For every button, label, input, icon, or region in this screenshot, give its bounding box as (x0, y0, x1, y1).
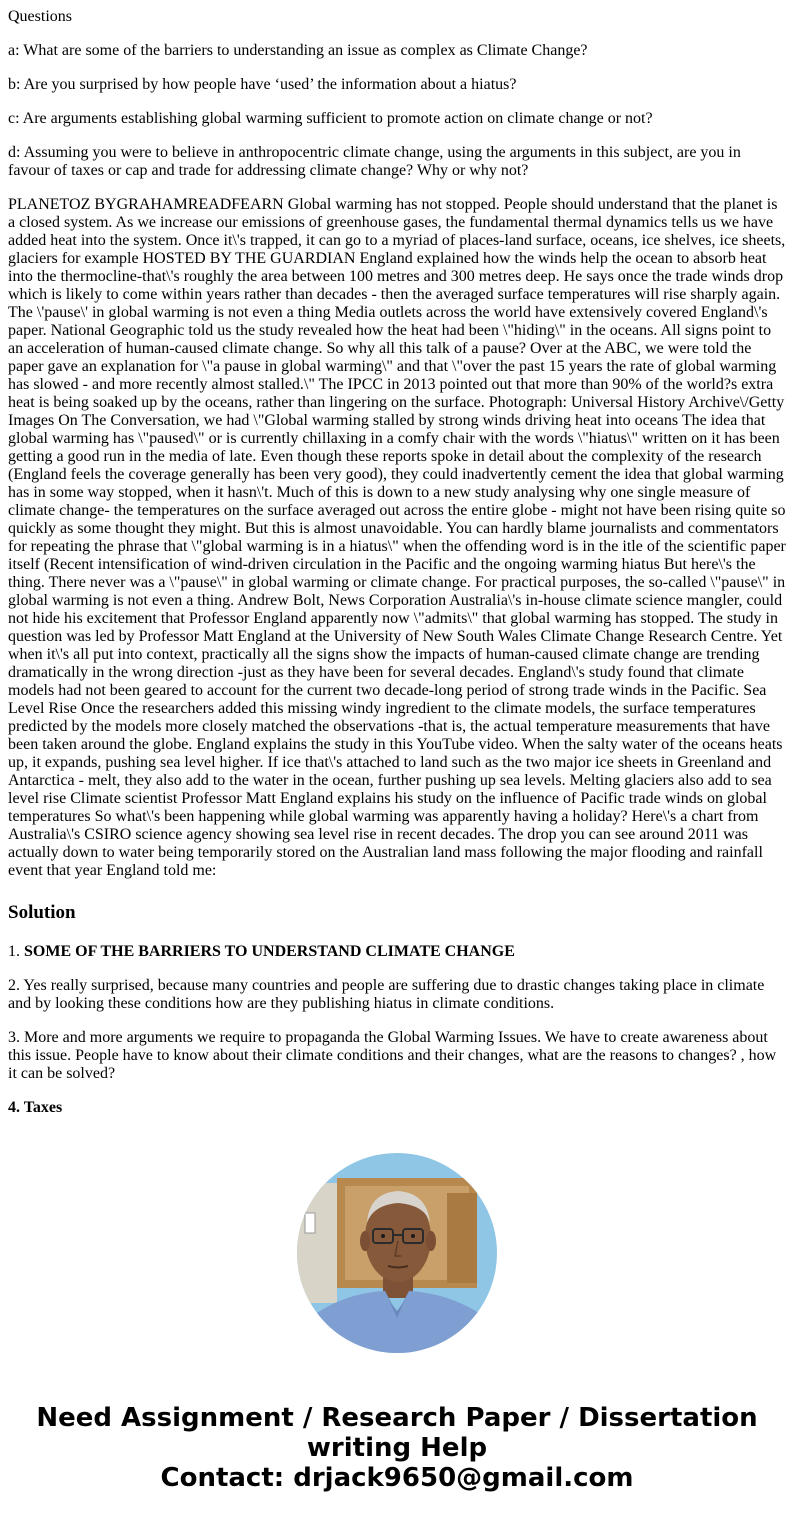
answer-2: 2. Yes really surprised, because many countries and people are suffering due to drastic changes taking place in climate and by looking these conditions how are they publishing hiatus in climate conditions. (8, 977, 765, 1012)
author-photo-illustration (297, 1153, 497, 1353)
questions-heading: Questions (8, 8, 72, 25)
contact-footer (0, 1403, 794, 1493)
answer-3: 3. More and more arguments we require to propaganda the Global Warming Issues. We have to create awareness about this issue. People have to know about their climate conditions and their changes, what are the reasons to changes? , how it can be solved? (8, 1029, 777, 1082)
article-text: PLANETOZ BYGRAHAMREADFEARN Global warming has not stopped. People should understand that the planet is a closed system. As we increase our emissions of greenhouse gases, the fundamental thermal dynamics tells us we have added heat into the system. Once it\'s trapped, it can go to a myriad of places-land surface, oceans, ice shelves, ice sheets, glaciers for example HOSTED BY THE GUARDIAN England explained how the winds help the ocean to absorb heat into the thermocline-that\'s roughly the area between 100 metres and 300 metres deep. He says once the trade winds drop which is likely to come within years rather than decades - then the averaged surface temperatures will rise sharply again. The \'pause\' in global warming is not even a thing Media outlets across the world have extensively covered England\'s paper. National Geographic told us the study revealed how the heat had been \"hiding\" in the oceans. All signs point to an acceleration of human-caused climate change. So why all this talk of a pause? Over at the ABC, we were told the paper gave an explanation for \"a pause in global warming\" and that \"over the past 15 years the rate of global warming has slowed - and more recently almost stalled.\" The IPCC in 2013 pointed out that more than 90% of the world?s extra heat is being soaked up by the oceans, rather than lingering on the surface. Photograph: Universal History Archive\/Getty Images On The Conversation, we had \"Global warming stalled by strong winds driving heat into oceans The idea that global warming has \"paused\" or is currently chillaxing in a comfy chair with the words \"hiatus\" written on it has been getting a good run in the media of late. Even though these reports spoke in detail about the complexity of the research (England feels the coverage generally has been very good), they could inadvertently cement the idea that global warming has in some way stopped, when it hasn\'t. Much of this is down to a new study analysing why one single measure of climate change- the temperatures on the surface averaged out across the entire globe - might not have been rising quite so quickly as some thought they might. But this is almost unavoidable. You can hardly blame journalists and commentators for repeating the phrase that \"global warming is in a hiatus\" when the offending word is in the itle of the scientific paper itself (Recent intensification of wind-driven circulation in the Pacific and the ongoing warming hiatus But here\'s the thing. There never was a \"pause\" in global warming or climate change. For practical purposes, the so-called \"pause\" in global warming is not even a thing. Andrew Bolt, News Corporation Australia\'s in-house climate science mangler, could not hide his excitement that Professor England apparently now \"admits\" that global warming has stopped. The study in question was led by Professor Matt England at the University of New South Wales Climate Change Research Centre. Yet when it\'s all put into context, practically all the signs show the impacts of human-caused climate change are trending dramatically in the wrong direction -just as they have been for several decades. England\'s study found that climate models had not been geared to account for the current two decade-long period of strong trade winds in the Pacific. Sea Level Rise Once the researchers added this missing windy ingredient to the climate models, the surface temperatures predicted by the models more closely matched the observations -that is, the actual temperature measurements that have been taken around the globe. England explains the study in this YouTube video. When the salty water of the oceans heats up, it expands, pushing sea level higher. If ice that\'s attached to land such as the two major ice sheets in Greenland and Antarctica - melt, they also add to the water in the ocean, further pushing up sea levels. Melting glaciers also add to sea level rise Climate scientist Professor Matt England explains his study on the influence of Pacific trade winds on global temperatures So what\'s been happening while global warming was apparently having a holiday? Here\'s a chart from Australia\'s CSIRO science agency showing sea level rise in recent decades. The drop you can see around 2011 was actually down to water being temporarily stored on the Australian land mass following the major flooding and rainfall event that year England told me: (8, 196, 786, 879)
question-a: a: What are some of the barriers to understanding an issue as complex as Climate Change? (8, 42, 588, 59)
answer-1: 1. SOME OF THE BARRIERS TO UNDERSTAND CLIMATE CHANGE (8, 943, 515, 960)
answer-1-number: 1 (8, 943, 16, 960)
solution-heading: Solution (8, 902, 76, 923)
footer-help-line: Need Assignment / Research Paper / Dissertation writing Help (36, 1403, 758, 1463)
question-d: d: Assuming you were to believe in anthropocentric climate change, using the arguments in this subject, are you in favour of taxes or cap and trade for addressing climate change? Why or why not? (8, 144, 741, 179)
answer-1-text: SOME OF THE BARRIERS TO UNDERSTAND CLIMATE CHANGE (24, 943, 515, 960)
footer-contact-line: Contact: drjack9650@gmail.com (160, 1463, 634, 1493)
question-c: c: Are arguments establishing global warming sufficient to promote action on climate change or not? (8, 110, 653, 127)
question-b: b: Are you surprised by how people have ‘used’ the information about a hiatus? (8, 76, 517, 93)
answer-4: 4. Taxes (8, 1099, 63, 1116)
author-photo (297, 1153, 497, 1353)
